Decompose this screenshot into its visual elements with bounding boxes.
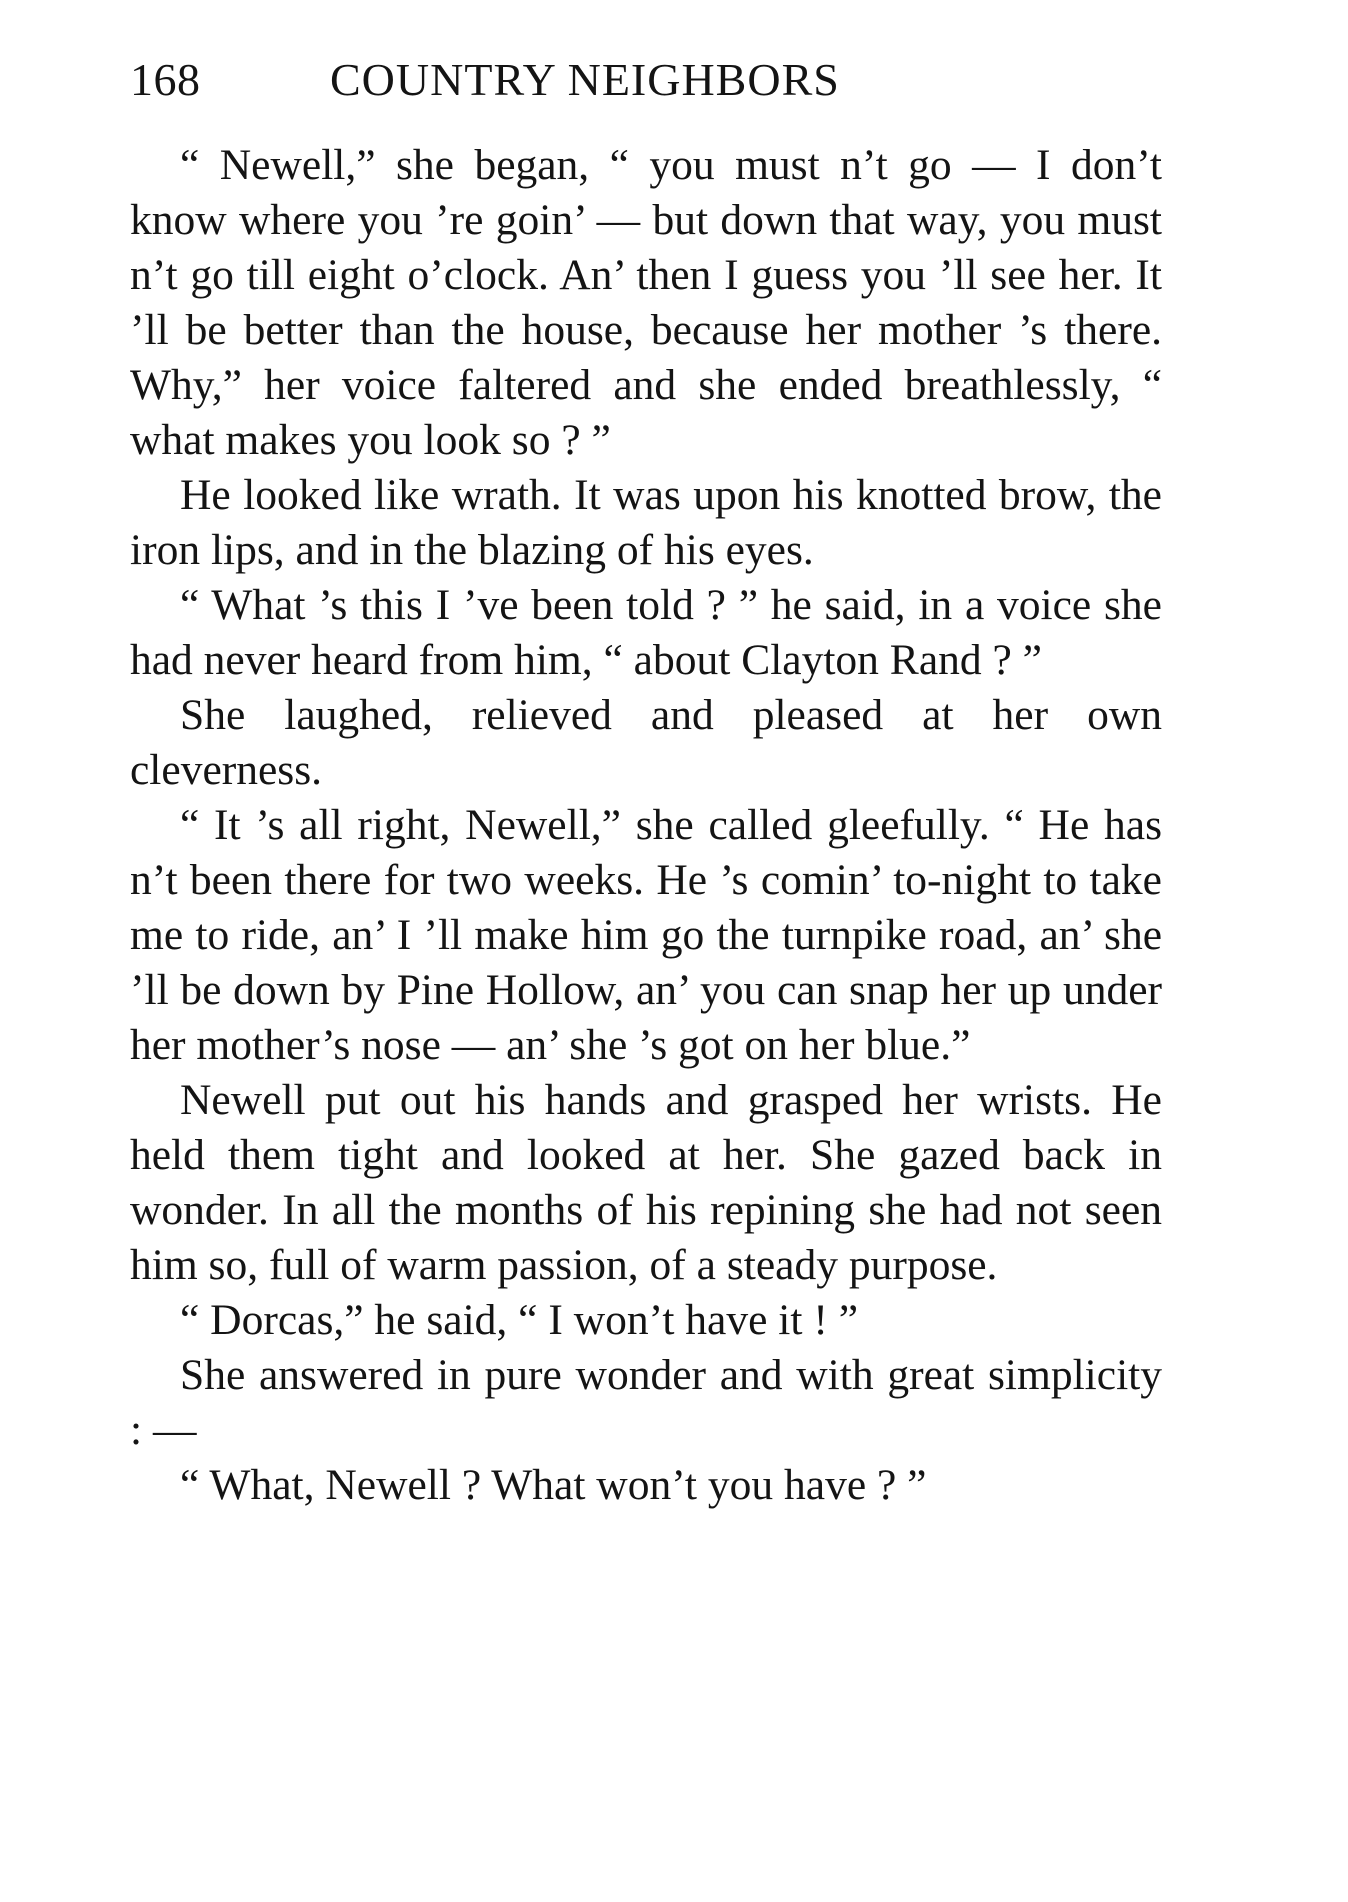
- paragraph: “ Dorcas,” he said, “ I won’t have it ! ”: [180, 1296, 859, 1344]
- paragraph: “ Newell,” she began, “ you must n’t go — I don’t know where you ’re goin’ — but down that way, you must n’t go till eight o’clock. An’ then I guess you ’ll see her. It ’ll be better than the house, because her mother ’s there. Why,” her voice faltered and she ended breathlessly, “ what makes you look so ? ”: [130, 141, 1162, 464]
- paragraph: She laughed, relieved and pleased at her own cleverness.: [130, 691, 1162, 794]
- page-number: 168: [130, 54, 201, 105]
- paragraph: “ What ’s this I ’ve been told ? ” he said, in a voice she had never heard from him, “ about Clayton Rand ? ”: [130, 581, 1162, 684]
- paragraph: Newell put out his hands and grasped her wrists. He held them tight and looked at her. She gazed back in wonder. In all the months of his repining she had not seen him so, full of warm passion, of a steady purpose.: [130, 1076, 1162, 1289]
- running-title: COUNTRY NEIGHBORS: [330, 54, 840, 105]
- paragraph: “ What, Newell ? What won’t you have ? ”: [180, 1461, 927, 1509]
- page-header: [130, 50, 1160, 110]
- paragraph: “ It ’s all right, Newell,” she called gleefully. “ He has n’t been there for two weeks. He ’s comin’ to-night to take me to ride, an’ I ’ll make him go the turnpike road, an’ she ’ll be down by Pine Hollow, an’ you can snap her up under her mother’s nose — an’ she ’s got on her blue.”: [130, 801, 1162, 1069]
- body-text: [130, 138, 1162, 1513]
- paragraph: He looked like wrath. It was upon his knotted brow, the iron lips, and in the blazing of his eyes.: [130, 471, 1162, 574]
- paragraph: She answered in pure wonder and with great simplicity : —: [130, 1351, 1162, 1454]
